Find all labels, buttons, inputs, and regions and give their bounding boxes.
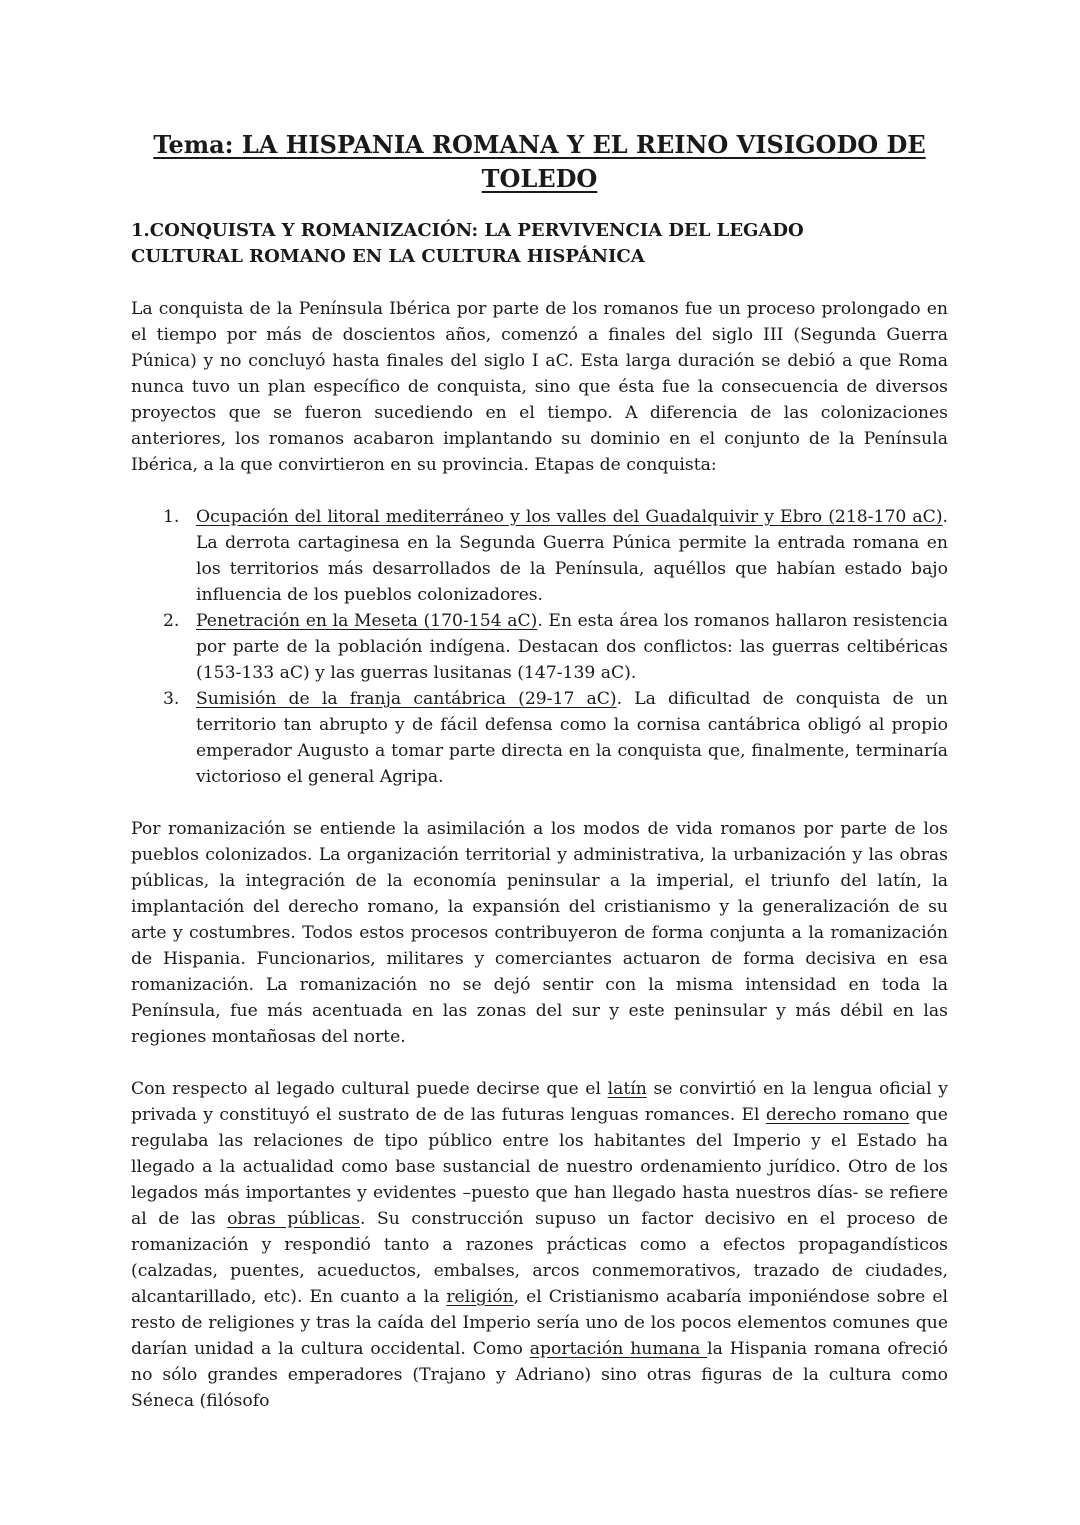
legacy-term-aportacion: aportación humana: [529, 1339, 708, 1359]
list-item: [131, 608, 948, 686]
document-page: [131, 128, 948, 1414]
stage-title: Penetración en la Meseta (170-154 aC): [196, 611, 538, 631]
stage-text: . En esta área los romanos hallaron resistencia por parte de la población indígena. Destacan dos conflictos: las guerras celtibéricas (153-133 aC) y las guerras lusitanas (147-139 aC).: [196, 611, 948, 683]
stage-text: . La derrota cartaginesa en la Segunda Guerra Púnica permite la entrada romana en los territorios más desarrollados de la Península, aquéllos que habían estado bajo influencia de los pueblos colonizadores.: [196, 507, 948, 605]
list-item-number: 3.: [163, 689, 180, 709]
list-item: [131, 504, 948, 608]
legacy-term-religion: religión: [446, 1287, 514, 1307]
legacy-text: se convirtió en la lengua oficial y privada y constituyó el sustrato de de las futuras lenguas romances. El: [131, 1079, 948, 1125]
stage-text: . La dificultad de conquista de un territorio tan abrupto y de fácil defensa como la cornisa cantábrica obligó al propio emperador Augusto a tomar parte directa en la conquista que, finalmente, terminaría victorioso el general Agripa.: [196, 689, 948, 787]
stage-title: Sumisión de la franja cantábrica (29-17 aC): [196, 689, 617, 709]
legacy-text: la Hispania romana ofreció no sólo grandes emperadores (Trajano y Adriano) sino otras figuras de la cultura como Séneca (filósofo: [131, 1339, 948, 1411]
list-item-number: 1.: [163, 507, 180, 527]
stage-title: Ocupación del litoral mediterráneo y los valles del Guadalquivir y Ebro (218-170 aC): [196, 507, 943, 527]
legacy-paragraph: [131, 1076, 948, 1414]
list-item-number: 2.: [163, 611, 180, 631]
intro-paragraph: La conquista de la Península Ibérica por parte de los romanos fue un proceso prolongado en el tiempo por más de doscientos años, comenzó a finales del siglo III (Segunda Guerra Púnica) y no concluyó hasta finales del siglo I aC. Esta larga duración se debió a que Roma nunca tuvo un plan específico de conquista, sino que ésta fue la consecuencia de diversos proyectos que se fueron sucediendo en el tiempo. A diferencia de las colonizaciones anteriores, los romanos acabaron implantando su dominio en el conjunto de la Península Ibérica, a la que convirtieron en su provincia. Etapas de conquista:: [131, 299, 948, 475]
legacy-text: Con respecto al legado cultural puede decirse que el: [131, 1079, 608, 1099]
romanization-paragraph: Por romanización se entiende la asimilación a los modos de vida romanos por parte de los pueblos colonizados. La organización territorial y administrativa, la urbanización y las obras públicas, la integración de la economía peninsular a la imperial, el triunfo del latín, la implantación del derecho romano, la expansión del cristianismo y la generalización de su arte y costumbres. Todos estos procesos contribuyeron de forma conjunta a la romanización de Hispania. Funcionarios, militares y comerciantes actuaron de forma decisiva en esa romanización. La romanización no se dejó sentir con la misma intensidad en toda la Península, fue más acentuada en las zonas del sur y este peninsular y más débil en las regiones montañosas del norte.: [131, 819, 948, 1047]
legacy-term-latin: latín: [607, 1079, 647, 1099]
page-title: Tema: LA HISPANIA ROMANA Y EL REINO VISIGODO DE TOLEDO: [153, 130, 926, 193]
legacy-term-obras: obras públicas: [227, 1209, 360, 1229]
conquest-stages-list: [131, 504, 948, 790]
legacy-text: , el Cristianismo acabaría imponiéndose sobre el resto de religiones y tras la caída del Imperio sería uno de los pocos elementos comunes que darían unidad a la cultura occidental. Como: [131, 1287, 948, 1359]
legacy-text: que regulaba las relaciones de tipo público entre los habitantes del Imperio y el Estado ha llegado a la actualidad como base sustancial de nuestro ordenamiento jurídico. Otro de los legados más importantes y evidentes –puesto que han llegado hasta nuestros días- se refiere al de las: [131, 1105, 948, 1229]
list-item: [131, 686, 948, 790]
section-heading: 1.CONQUISTA Y ROMANIZACIÓN: LA PERVIVENCIA DEL LEGADO CULTURAL ROMANO EN LA CULTURA HISPÁNICA: [131, 220, 804, 267]
legacy-text: . Su construcción supuso un factor decisivo en el proceso de romanización y respondió tanto a razones prácticas como a efectos propagandísticos (calzadas, puentes, acueductos, embalses, arcos conmemorativos, trazado de ciudades, alcantarillado, etc). En cuanto a la: [131, 1209, 949, 1307]
legacy-term-derecho: derecho romano: [765, 1105, 910, 1125]
